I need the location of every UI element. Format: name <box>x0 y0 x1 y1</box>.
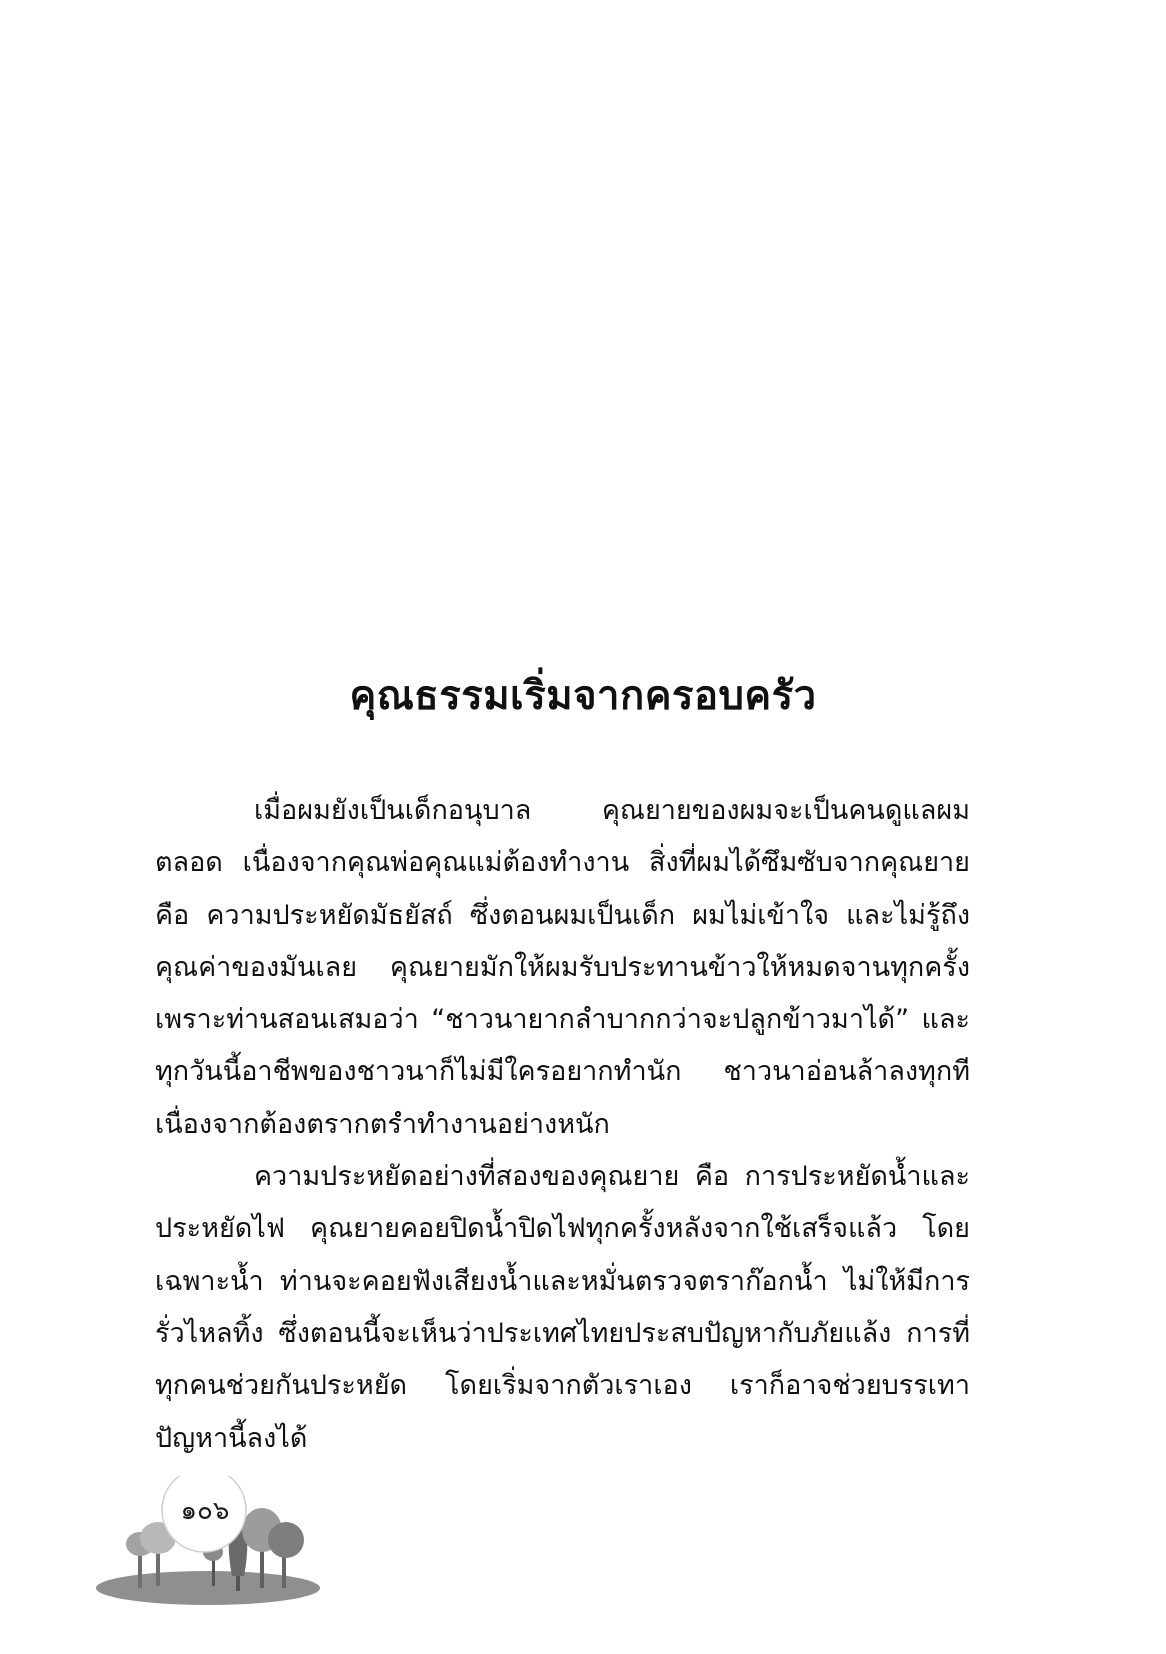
paragraph-2: ความประหยัดอย่างที่สองของคุณยาย คือ การประหยัดน้ำและประหยัดไฟ คุณยายคอยปิดน้ำปิดไฟทุกครั้งหลังจากใช้เสร็จแล้ว โดยเฉพาะน้ำ ท่านจะคอยฟังเสียงน้ำและหมั่นตรวจตราก๊อกน้ำ ไม่ให้มีการรั่วไหลทิ้ง ซึ่งตอนนี้จะเห็นว่าประเทศไทยประสบปัญหากับภัยแล้ง การที่ทุกคนช่วยกันประหยัด โดยเริ่มจากตัวเราเอง เราก็อาจช่วยบรรเทาปัญหานี้ลงได้ <box>155 1161 970 1454</box>
page-number: ๑๐๖ <box>180 1496 230 1526</box>
body-text <box>155 785 970 1465</box>
page-title: คุณธรรมเริ่มจากครอบครัว <box>349 673 817 719</box>
paragraph-1: เมื่อผมยังเป็นเด็กอนุบาล คุณยายของผมจะเป็นคนดูแลผมตลอด เนื่องจากคุณพ่อคุณแม่ต้องทำงาน สิ่งที่ผมได้ซึมซับจากคุณยาย คือ ความประหยัดมัธยัสถ์ ซึ่งตอนผมเป็นเด็ก ผมไม่เข้าใจ และไม่รู้ถึงคุณค่าของมันเลย คุณยายมักให้ผมรับประทานข้าวให้หมดจานทุกครั้ง เพราะท่านสอนเสมอว่า “ชาวนายากลำบากกว่าจะปลูกข้าวมาได้” และทุกวันนี้อาชีพของชาวนาก็ไม่มีใครอยากทำนัก ชาวนาอ่อนล้าลงทุกที เนื่องจากต้องตรากตรำทำงานอย่างหนัก <box>155 795 970 1140</box>
